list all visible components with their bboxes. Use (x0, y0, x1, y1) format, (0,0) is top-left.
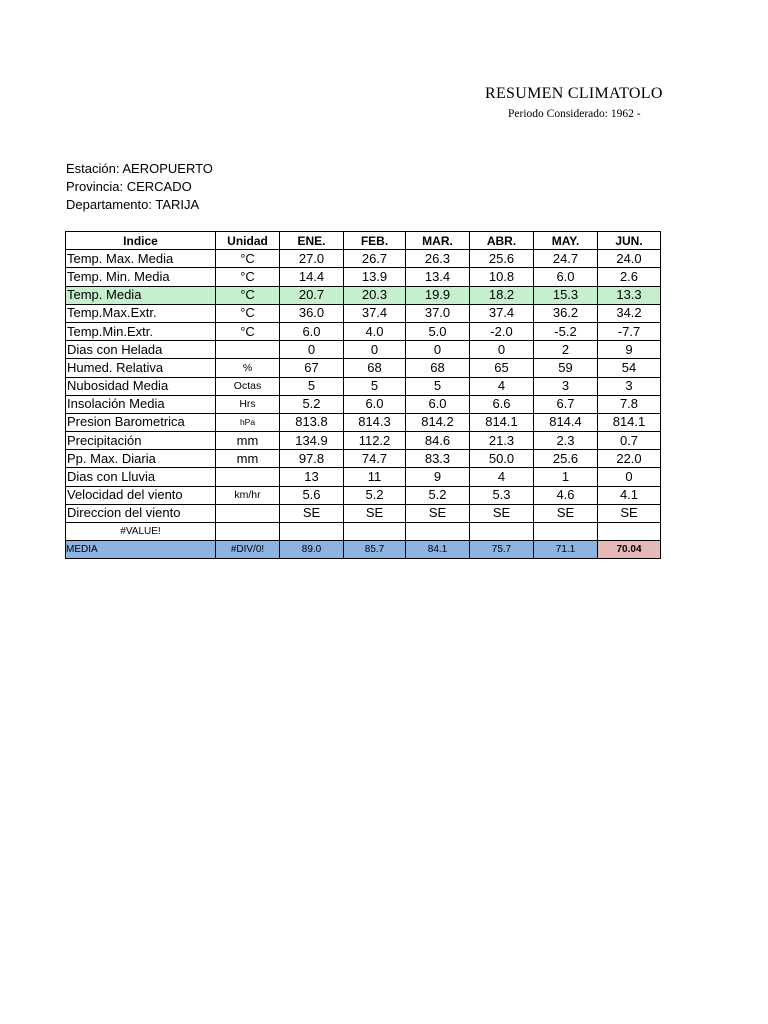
value-cell: -2.0 (470, 322, 534, 340)
table-row (66, 268, 661, 286)
unidad-cell: hPa (216, 413, 280, 431)
indice-cell: Temp.Max.Extr. (66, 304, 216, 322)
value-cell: 814.1 (598, 413, 661, 431)
value-cell: 5.2 (280, 395, 344, 413)
value-cell: 50.0 (470, 450, 534, 468)
value-cell: 18.2 (470, 286, 534, 304)
table-row (66, 486, 661, 504)
media-value-highlight: 70.04 (598, 541, 661, 559)
value-cell: 6.7 (534, 395, 598, 413)
unidad-cell: Hrs (216, 395, 280, 413)
media-value: 85.7 (344, 541, 406, 559)
value-cell: 26.7 (344, 250, 406, 268)
value-cell: 112.2 (344, 432, 406, 450)
media-value: 75.7 (470, 541, 534, 559)
value-cell: 0 (598, 468, 661, 486)
table-row (66, 359, 661, 377)
value-cell: 37.4 (344, 304, 406, 322)
value-cell: 9 (598, 341, 661, 359)
indice-cell: Precipitación (66, 432, 216, 450)
value-cell: 37.0 (406, 304, 470, 322)
unidad-cell: °C (216, 268, 280, 286)
value-cell: 134.9 (280, 432, 344, 450)
value-cell: 814.1 (470, 413, 534, 431)
header-cell: MAR. (406, 232, 470, 250)
value-cell: 25.6 (534, 450, 598, 468)
value-cell: 814.2 (406, 413, 470, 431)
value-cell: 13 (280, 468, 344, 486)
table-row (66, 286, 661, 304)
unidad-cell (216, 341, 280, 359)
media-value: 71.1 (534, 541, 598, 559)
indice-cell: Direccion del viento (66, 504, 216, 522)
value-cell: 84.6 (406, 432, 470, 450)
value-cell: 74.7 (344, 450, 406, 468)
value-cell: 26.3 (406, 250, 470, 268)
value-cell: 0 (280, 341, 344, 359)
indice-cell: Temp. Max. Media (66, 250, 216, 268)
indice-cell: Nubosidad Media (66, 377, 216, 395)
value-cell: 37.4 (470, 304, 534, 322)
value-cell: 97.8 (280, 450, 344, 468)
unidad-cell: mm (216, 450, 280, 468)
empty-cell (534, 523, 598, 541)
empty-cell (216, 523, 280, 541)
value-cell: 4.6 (534, 486, 598, 504)
value-cell: 5.0 (406, 322, 470, 340)
indice-cell: Humed. Relativa (66, 359, 216, 377)
value-cell: SE (534, 504, 598, 522)
value-cell: 36.0 (280, 304, 344, 322)
period-subtitle: Periodo Considerado: 1962 - (508, 108, 641, 120)
unidad-cell: Octas (216, 377, 280, 395)
value-cell: SE (280, 504, 344, 522)
value-cell: 65 (470, 359, 534, 377)
value-cell: 68 (344, 359, 406, 377)
empty-cell (280, 523, 344, 541)
report-title: RESUMEN CLIMATOLO (485, 85, 663, 102)
value-cell: 4.0 (344, 322, 406, 340)
value-cell: 67 (280, 359, 344, 377)
value-cell: SE (344, 504, 406, 522)
empty-cell (406, 523, 470, 541)
value-cell: 20.3 (344, 286, 406, 304)
value-cell: 20.7 (280, 286, 344, 304)
value-cell: 83.3 (406, 450, 470, 468)
value-cell: 4 (470, 377, 534, 395)
header-cell: ENE. (280, 232, 344, 250)
value-cell: SE (598, 504, 661, 522)
table-row (66, 413, 661, 431)
value-cell: 15.3 (534, 286, 598, 304)
value-cell: 34.2 (598, 304, 661, 322)
indice-cell: Pp. Max. Diaria (66, 450, 216, 468)
value-cell: 6.0 (534, 268, 598, 286)
value-cell: 4.1 (598, 486, 661, 504)
value-cell: 5.2 (406, 486, 470, 504)
value-cell: -5.2 (534, 322, 598, 340)
value-cell: 0.7 (598, 432, 661, 450)
indice-cell: Dias con Lluvia (66, 468, 216, 486)
value-cell: 19.9 (406, 286, 470, 304)
table-row (66, 377, 661, 395)
indice-cell: Temp. Min. Media (66, 268, 216, 286)
value-cell: 9 (406, 468, 470, 486)
empty-cell (598, 523, 661, 541)
media-row (66, 541, 661, 559)
header-cell: FEB. (344, 232, 406, 250)
climate-summary-table (65, 231, 661, 559)
value-error-cell: #VALUE! (66, 523, 216, 541)
value-cell: 11 (344, 468, 406, 486)
station-label: Estación: AEROPUERTO (66, 161, 213, 176)
value-cell: 3 (534, 377, 598, 395)
value-cell: 0 (406, 341, 470, 359)
value-cell: 2.6 (598, 268, 661, 286)
table-row (66, 341, 661, 359)
indice-cell: Presion Barometrica (66, 413, 216, 431)
unidad-cell: °C (216, 286, 280, 304)
value-cell: 7.8 (598, 395, 661, 413)
media-value: 84.1 (406, 541, 470, 559)
value-cell: 6.6 (470, 395, 534, 413)
header-cell: Unidad (216, 232, 280, 250)
value-cell: 5.2 (344, 486, 406, 504)
indice-cell: Temp.Min.Extr. (66, 322, 216, 340)
value-cell: 6.0 (406, 395, 470, 413)
unidad-cell: mm (216, 432, 280, 450)
unidad-cell: °C (216, 250, 280, 268)
value-cell: 2 (534, 341, 598, 359)
header-cell: JUN. (598, 232, 661, 250)
table-row (66, 504, 661, 522)
value-cell: -7.7 (598, 322, 661, 340)
table-row (66, 322, 661, 340)
table-row (66, 468, 661, 486)
value-cell: 5.6 (280, 486, 344, 504)
value-cell: 4 (470, 468, 534, 486)
unidad-cell: °C (216, 322, 280, 340)
table-row (66, 432, 661, 450)
value-cell: 5.3 (470, 486, 534, 504)
media-unit: #DIV/0! (216, 541, 280, 559)
value-cell: SE (470, 504, 534, 522)
value-cell: 27.0 (280, 250, 344, 268)
value-cell: 6.0 (280, 322, 344, 340)
value-cell: 54 (598, 359, 661, 377)
indice-cell: Temp. Media (66, 286, 216, 304)
value-cell: 68 (406, 359, 470, 377)
table-row (66, 304, 661, 322)
unidad-cell: km/hr (216, 486, 280, 504)
unidad-cell: °C (216, 304, 280, 322)
indice-cell: Insolación Media (66, 395, 216, 413)
unidad-cell (216, 468, 280, 486)
value-cell: 13.9 (344, 268, 406, 286)
value-cell: 5 (406, 377, 470, 395)
unidad-cell (216, 504, 280, 522)
value-cell: 814.3 (344, 413, 406, 431)
value-cell: 36.2 (534, 304, 598, 322)
value-cell: 0 (470, 341, 534, 359)
table-row (66, 395, 661, 413)
table-row (66, 250, 661, 268)
value-cell: SE (406, 504, 470, 522)
header-cell: MAY. (534, 232, 598, 250)
value-cell: 13.4 (406, 268, 470, 286)
empty-cell (470, 523, 534, 541)
department-label: Departamento: TARIJA (66, 197, 200, 212)
indice-cell: Dias con Helada (66, 341, 216, 359)
province-label: Provincia: CERCADO (66, 179, 192, 194)
value-cell: 6.0 (344, 395, 406, 413)
value-cell: 22.0 (598, 450, 661, 468)
header-cell: Indice (66, 232, 216, 250)
value-cell: 14.4 (280, 268, 344, 286)
value-cell: 13.3 (598, 286, 661, 304)
indice-cell: Velocidad del viento (66, 486, 216, 504)
value-cell: 10.8 (470, 268, 534, 286)
media-value: 89.0 (280, 541, 344, 559)
value-cell: 21.3 (470, 432, 534, 450)
value-cell: 813.8 (280, 413, 344, 431)
unidad-cell: % (216, 359, 280, 377)
header-cell: ABR. (470, 232, 534, 250)
value-cell: 3 (598, 377, 661, 395)
value-error-row (66, 523, 661, 541)
table-row (66, 450, 661, 468)
value-cell: 24.0 (598, 250, 661, 268)
media-label: MEDIA (66, 541, 216, 559)
value-cell: 1 (534, 468, 598, 486)
table-header-row (66, 232, 661, 250)
value-cell: 5 (344, 377, 406, 395)
value-cell: 814.4 (534, 413, 598, 431)
value-cell: 24.7 (534, 250, 598, 268)
value-cell: 59 (534, 359, 598, 377)
empty-cell (344, 523, 406, 541)
value-cell: 0 (344, 341, 406, 359)
value-cell: 25.6 (470, 250, 534, 268)
value-cell: 5 (280, 377, 344, 395)
value-cell: 2.3 (534, 432, 598, 450)
